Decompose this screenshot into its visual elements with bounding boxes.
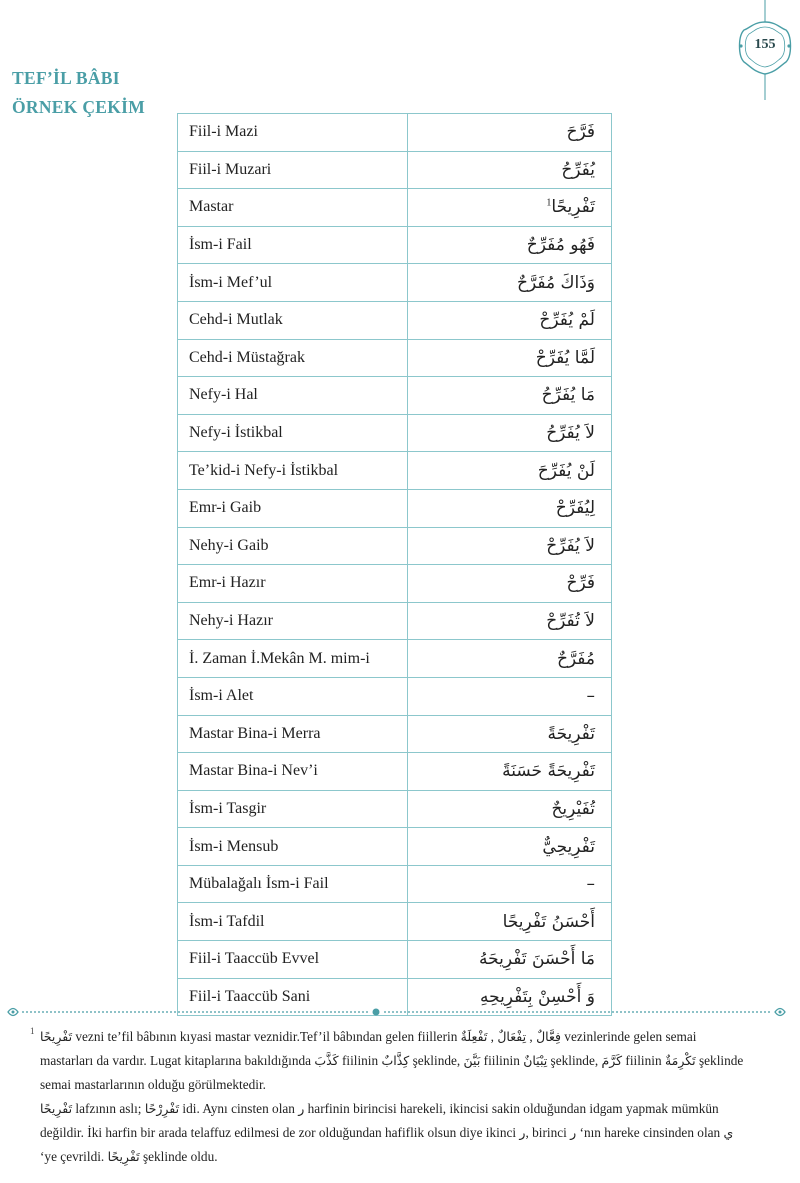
arabic-form-text: وَذَاكَ مُفَرَّحٌ — [517, 272, 595, 293]
footnote-marker: 1 — [30, 1026, 35, 1036]
table-row — [178, 865, 612, 903]
footnote-text: vezinlerinde gelen semai mastarları da vardır. Lugat kitaplarına bakıldığında — [40, 1029, 697, 1068]
footnote-divider — [0, 1000, 800, 1024]
footnote-text: ‘ye çevrildi. — [40, 1149, 108, 1164]
arabic-form-cell — [408, 377, 612, 415]
footnote-paragraph-2 — [40, 1097, 752, 1169]
form-name-cell: İsm-i Tasgir — [178, 790, 408, 828]
form-name-cell: İsm-i Mensub — [178, 828, 408, 866]
table-row — [178, 790, 612, 828]
footnote-text: şeklinde, — [547, 1053, 602, 1068]
arabic-form-cell — [408, 941, 612, 979]
table-row — [178, 677, 612, 715]
arabic-term: تَكْرِمَةٌ — [664, 1053, 696, 1068]
arabic-form-text: فَرِّحْ — [566, 573, 595, 594]
form-name-cell: Te’kid-i Nefy-i İstikbal — [178, 452, 408, 490]
arabic-form-text: أَحْسَنُ تَفْرِيحًا — [502, 911, 595, 932]
footnote-text: şeklinde oldu. — [139, 1149, 218, 1164]
arabic-form-cell — [408, 602, 612, 640]
arabic-form-cell — [408, 828, 612, 866]
arabic-form-text: وَ أَحْسِنْ بِتَفْرِيحِهِ — [479, 986, 595, 1007]
arabic-form-text: فَرَّحَ — [566, 122, 595, 143]
arabic-term: تَفْعِلَةٌ — [460, 1029, 488, 1044]
table-row — [178, 903, 612, 941]
arabic-term: ر — [570, 1125, 577, 1140]
footnote-text: ‘nın hareke cinsinden olan — [576, 1125, 724, 1140]
form-name-cell: Cehd-i Mutlak — [178, 301, 408, 339]
table-row — [178, 377, 612, 415]
table-row — [178, 715, 612, 753]
arabic-form-text: لَنْ يُفَرِّحَ — [537, 460, 595, 481]
form-name-cell: İsm-i Mef’ul — [178, 264, 408, 302]
table-row — [178, 114, 612, 152]
table-row — [178, 565, 612, 603]
arabic-form-text: تَفْرِيحًا — [551, 197, 595, 218]
form-name-cell: İ. Zaman İ.Mekân M. mim-i — [178, 640, 408, 678]
table-row — [178, 753, 612, 791]
form-name-cell: Mastar Bina-i Merra — [178, 715, 408, 753]
table-row — [178, 339, 612, 377]
table-row — [178, 226, 612, 264]
form-name-cell: Mastar Bina-i Nev’i — [178, 753, 408, 791]
arabic-form-cell — [408, 489, 612, 527]
arabic-term: تِبْيَانٌ — [523, 1053, 548, 1068]
arabic-term: تَفْرِيحًا — [107, 1149, 140, 1164]
arabic-form-text: لِيُفَرِّحْ — [555, 498, 595, 519]
arabic-term: تِفْعَالٌ — [497, 1029, 527, 1044]
form-name-cell: İsm-i Fail — [178, 226, 408, 264]
form-name-cell: İsm-i Alet — [178, 677, 408, 715]
arabic-form-text: لَمَّا يُفَرِّحْ — [535, 347, 595, 368]
footnote-text: şeklinde semai mastarlarının olduğu görülmektedir. — [40, 1053, 744, 1092]
table-row — [178, 602, 612, 640]
form-name-cell: Fiil-i Taaccüb Sani — [178, 978, 408, 1016]
arabic-form-cell — [408, 339, 612, 377]
page-number: 155 — [754, 37, 776, 52]
arabic-term: تَفْرِيحًا — [40, 1101, 73, 1116]
footnote-text: idi. Aynı cinsten olan — [179, 1101, 299, 1116]
table-row — [178, 452, 612, 490]
footnote-text: şeklinde, — [409, 1053, 464, 1068]
arabic-term: ر — [298, 1101, 305, 1116]
form-name-cell: Nefy-i İstikbal — [178, 414, 408, 452]
form-name-cell: Nehy-i Hazır — [178, 602, 408, 640]
arabic-form-text: تَفْرِيحِيٌّ — [542, 836, 595, 857]
form-name-cell: Nehy-i Gaib — [178, 527, 408, 565]
arabic-form-cell — [408, 527, 612, 565]
table-row — [178, 301, 612, 339]
form-name-cell: Mastar — [178, 189, 408, 227]
arabic-form-text: تَفْرِيحَةً حَسَنَةً — [502, 761, 595, 782]
table-row — [178, 489, 612, 527]
table-row — [178, 151, 612, 189]
arabic-form-cell — [408, 264, 612, 302]
footnote-text: , birinci — [525, 1125, 571, 1140]
footnote-text: , — [526, 1029, 537, 1044]
footnote-text: harfinin birincisi harekeli, ikincisi sakin olduğundan idgam yapmak mümkün değildir. İki harfin bir arada telaffuz edilmesi de zor olduğundan hafiflik olsun diye ikinci — [40, 1101, 719, 1140]
arabic-form-cell — [408, 114, 612, 152]
form-name-cell: İsm-i Tafdil — [178, 903, 408, 941]
arabic-form-text: – — [586, 686, 595, 707]
section-heading — [12, 64, 145, 122]
table-row — [178, 941, 612, 979]
form-name-cell: Fiil-i Muzari — [178, 151, 408, 189]
arabic-term: كَذَّبَ — [314, 1053, 339, 1068]
footnote-text: fiilinin — [480, 1053, 524, 1068]
table-row — [178, 414, 612, 452]
arabic-form-text: فَهُو مُفَرِّحٌ — [526, 235, 595, 256]
form-name-cell: Emr-i Gaib — [178, 489, 408, 527]
arabic-form-cell — [408, 414, 612, 452]
arabic-form-cell — [408, 865, 612, 903]
arabic-term: ر — [519, 1125, 526, 1140]
table-row — [178, 527, 612, 565]
form-name-cell: Fiil-i Mazi — [178, 114, 408, 152]
arabic-form-text: لَمْ يُفَرِّحْ — [539, 310, 595, 331]
form-name-cell: Nefy-i Hal — [178, 377, 408, 415]
table-row — [178, 640, 612, 678]
footnote-text: fiilinin — [622, 1053, 665, 1068]
arabic-form-text: يُفَرِّحُ — [561, 159, 595, 180]
arabic-form-text: تَفْرِيحَةً — [547, 723, 595, 744]
form-name-cell: Mübalağalı İsm-i Fail — [178, 865, 408, 903]
footnote-reference: 1 — [546, 197, 552, 209]
table-row — [178, 264, 612, 302]
arabic-form-cell — [408, 677, 612, 715]
arabic-form-cell — [408, 189, 612, 227]
arabic-form-cell — [408, 565, 612, 603]
arabic-term: تَفْرِيحًا — [40, 1029, 73, 1044]
arabic-form-text: لاَ تُفَرِّحْ — [546, 611, 595, 632]
conjugation-table — [177, 113, 612, 1016]
footnote-text: vezni te’fil bâbının kıyasi mastar veznidir.Tef’il bâbından gelen fiillerin — [72, 1029, 461, 1044]
arabic-form-text: مَا يُفَرِّحُ — [541, 385, 595, 406]
footnote-text: , — [487, 1029, 498, 1044]
footnote-paragraph-1 — [40, 1025, 752, 1097]
arabic-form-text: تُفَيْرِيحٌ — [551, 798, 595, 819]
arabic-form-text: مُفَرَّحٌ — [556, 648, 595, 669]
form-name-cell: Emr-i Hazır — [178, 565, 408, 603]
arabic-form-cell — [408, 151, 612, 189]
table-row — [178, 189, 612, 227]
arabic-form-cell — [408, 301, 612, 339]
arabic-form-text: لاَ يُفَرِّحُ — [546, 423, 595, 444]
arabic-term: ي — [723, 1125, 734, 1140]
footnote — [30, 1025, 752, 1169]
arabic-form-text: – — [586, 874, 595, 895]
arabic-term: تَفْرِرْحًا — [144, 1101, 180, 1116]
table-row — [178, 828, 612, 866]
arabic-form-cell — [408, 226, 612, 264]
arabic-form-cell — [408, 753, 612, 791]
footnote-text: fiilinin — [338, 1053, 382, 1068]
arabic-form-cell — [408, 903, 612, 941]
heading-line-1: TEF’İL BÂBI — [12, 68, 120, 88]
form-name-cell: Fiil-i Taaccüb Evvel — [178, 941, 408, 979]
arabic-term: بَيَّنَ — [463, 1053, 481, 1068]
arabic-form-cell — [408, 715, 612, 753]
arabic-term: كِذَّابٌ — [381, 1053, 410, 1068]
form-name-cell: Cehd-i Müstağrak — [178, 339, 408, 377]
arabic-term: فِعَّالٌ — [536, 1029, 561, 1044]
arabic-form-text: مَا أَحْسَنَ تَفْرِيحَهُ — [479, 949, 595, 970]
arabic-form-cell — [408, 640, 612, 678]
arabic-form-cell — [408, 790, 612, 828]
arabic-term: كَرَّمَ — [601, 1053, 623, 1068]
arabic-form-text: لاَ يُفَرِّحْ — [546, 535, 595, 556]
footnote-text: lafzının aslı; — [72, 1101, 145, 1116]
heading-line-2: ÖRNEK ÇEKİM — [12, 97, 146, 117]
arabic-form-cell — [408, 452, 612, 490]
